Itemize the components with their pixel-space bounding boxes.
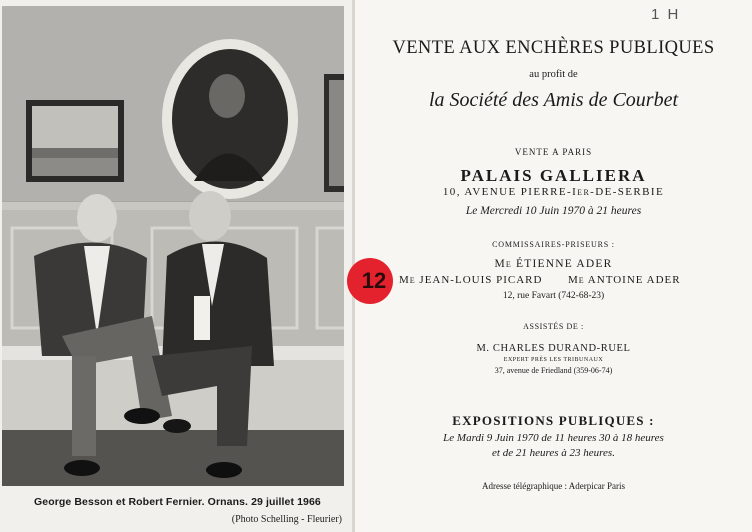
photo-credit: (Photo Schelling - Fleurier) bbox=[231, 514, 342, 525]
photo-illustration bbox=[2, 6, 344, 486]
photo-page bbox=[0, 0, 352, 532]
expert-address: 37, avenue de Friedland (359-06-74) bbox=[494, 366, 613, 375]
lot-number: 12 bbox=[361, 268, 387, 293]
venue-address: 10, AVENUE PIERRE-Ier-DE-SERBIE bbox=[442, 186, 665, 198]
black-and-white-photograph bbox=[2, 6, 344, 486]
venue-name: PALAIS GALLIERA bbox=[460, 166, 647, 185]
auctioneers-row bbox=[355, 274, 752, 290]
auctioneer-antoine-ader: Me ANTOINE ADER bbox=[568, 274, 681, 286]
sale-subtitle: au profit de bbox=[529, 69, 578, 80]
exhibitions-line-2: et de 21 heures à 23 heures. bbox=[492, 447, 615, 459]
sale-date: Le Mercredi 10 Juin 1970 à 21 heures bbox=[465, 205, 642, 217]
catalogue-title-page bbox=[355, 0, 752, 532]
society-name: la Société des Amis de Courbet bbox=[428, 89, 679, 111]
exhibitions-line-1: Le Mardi 9 Juin 1970 de 11 heures 30 à 18 heures bbox=[443, 432, 664, 444]
sale-city: VENTE A PARIS bbox=[514, 147, 593, 157]
expert-name: M. CHARLES DURAND-RUEL bbox=[476, 343, 631, 354]
auctioneer-jean-louis-picard: Me JEAN-LOUIS PICARD bbox=[399, 274, 543, 286]
handwritten-note: 1 H bbox=[651, 6, 681, 23]
sale-title: VENTE AUX ENCHÈRES PUBLIQUES bbox=[392, 38, 715, 58]
exhibitions-heading: EXPOSITIONS PUBLIQUES : bbox=[452, 413, 655, 428]
expert-title: EXPERT PRÈS LES TRIBUNAUX bbox=[503, 357, 604, 363]
telegraphic-address: Adresse télégraphique : Aderpicar Paris bbox=[482, 481, 625, 491]
auctioneers-address: 12, rue Favart (742-68-23) bbox=[502, 291, 605, 301]
photo-caption: George Besson et Robert Fernier. Ornans. 29 juillet 1966 bbox=[34, 496, 321, 508]
auctioneers-label: COMMISSAIRES-PRISEURS : bbox=[492, 240, 615, 249]
auctioneer-etienne-ader: Me ÉTIENNE ADER bbox=[494, 258, 613, 270]
assisted-label: ASSISTÉS DE : bbox=[523, 322, 584, 331]
